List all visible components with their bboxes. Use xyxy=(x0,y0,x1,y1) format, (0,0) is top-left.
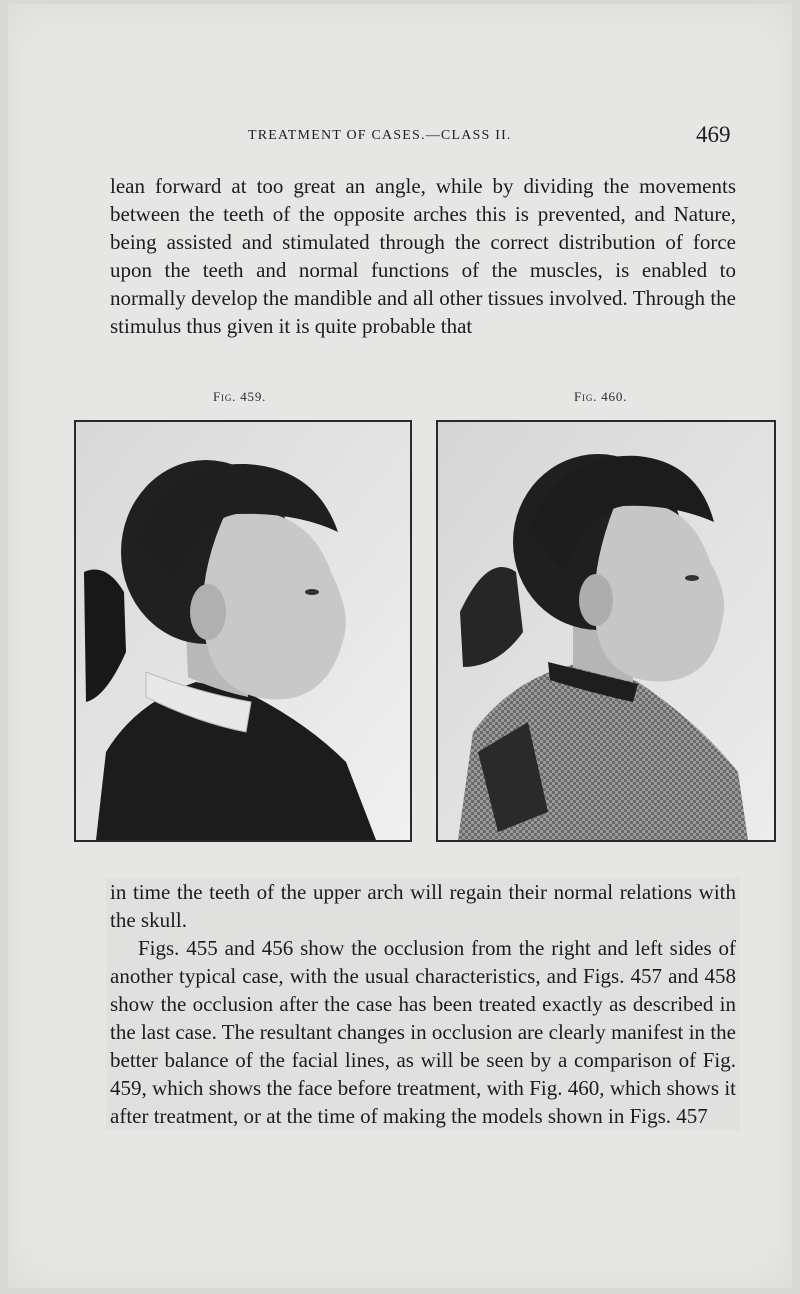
running-head: TREATMENT OF CASES.—CLASS II. xyxy=(248,128,512,143)
bottom-paragraph-2: Figs. 455 and 456 show the occlusion from the right and left sides of another typical case, with the usual characteristics, and Figs. 457 and 458 show the occlusion after the case has been treated exactly as described in the last case. The resultant changes in occlusion are clearly manifest in the better balance of the facial lines, as will be seen by a comparison of Fig. 459, which shows the face before treatment, with Fig. 460, which shows it after treatment, or at the time of making the models shown in Figs. 457 xyxy=(110,936,736,1128)
bottom-text-block xyxy=(106,878,740,1130)
bottom-paragraph-1: in time the teeth of the upper arch will regain their normal relations with the skull. xyxy=(110,880,736,932)
figure-459-photo xyxy=(74,420,412,842)
book-page xyxy=(8,4,792,1288)
page-number: 469 xyxy=(696,122,731,147)
figure-460-label: Fig. 460. xyxy=(574,389,628,404)
figure-460-photo xyxy=(436,420,776,842)
top-paragraph: lean forward at too great an angle, while by dividing the movements between the teeth of the opposite arches this is prevented, and Nature, being assisted and stimulated through the correct distribution of force upon the teeth and normal functions of the muscles, is enabled to normally develop the mandible and all other tissues involved. Through the stimulus thus given it is quite probable that xyxy=(110,174,736,338)
profile-photo-before-treatment xyxy=(76,422,410,840)
profile-photo-after-treatment xyxy=(438,422,774,840)
figure-459-label: Fig. 459. xyxy=(213,389,267,404)
